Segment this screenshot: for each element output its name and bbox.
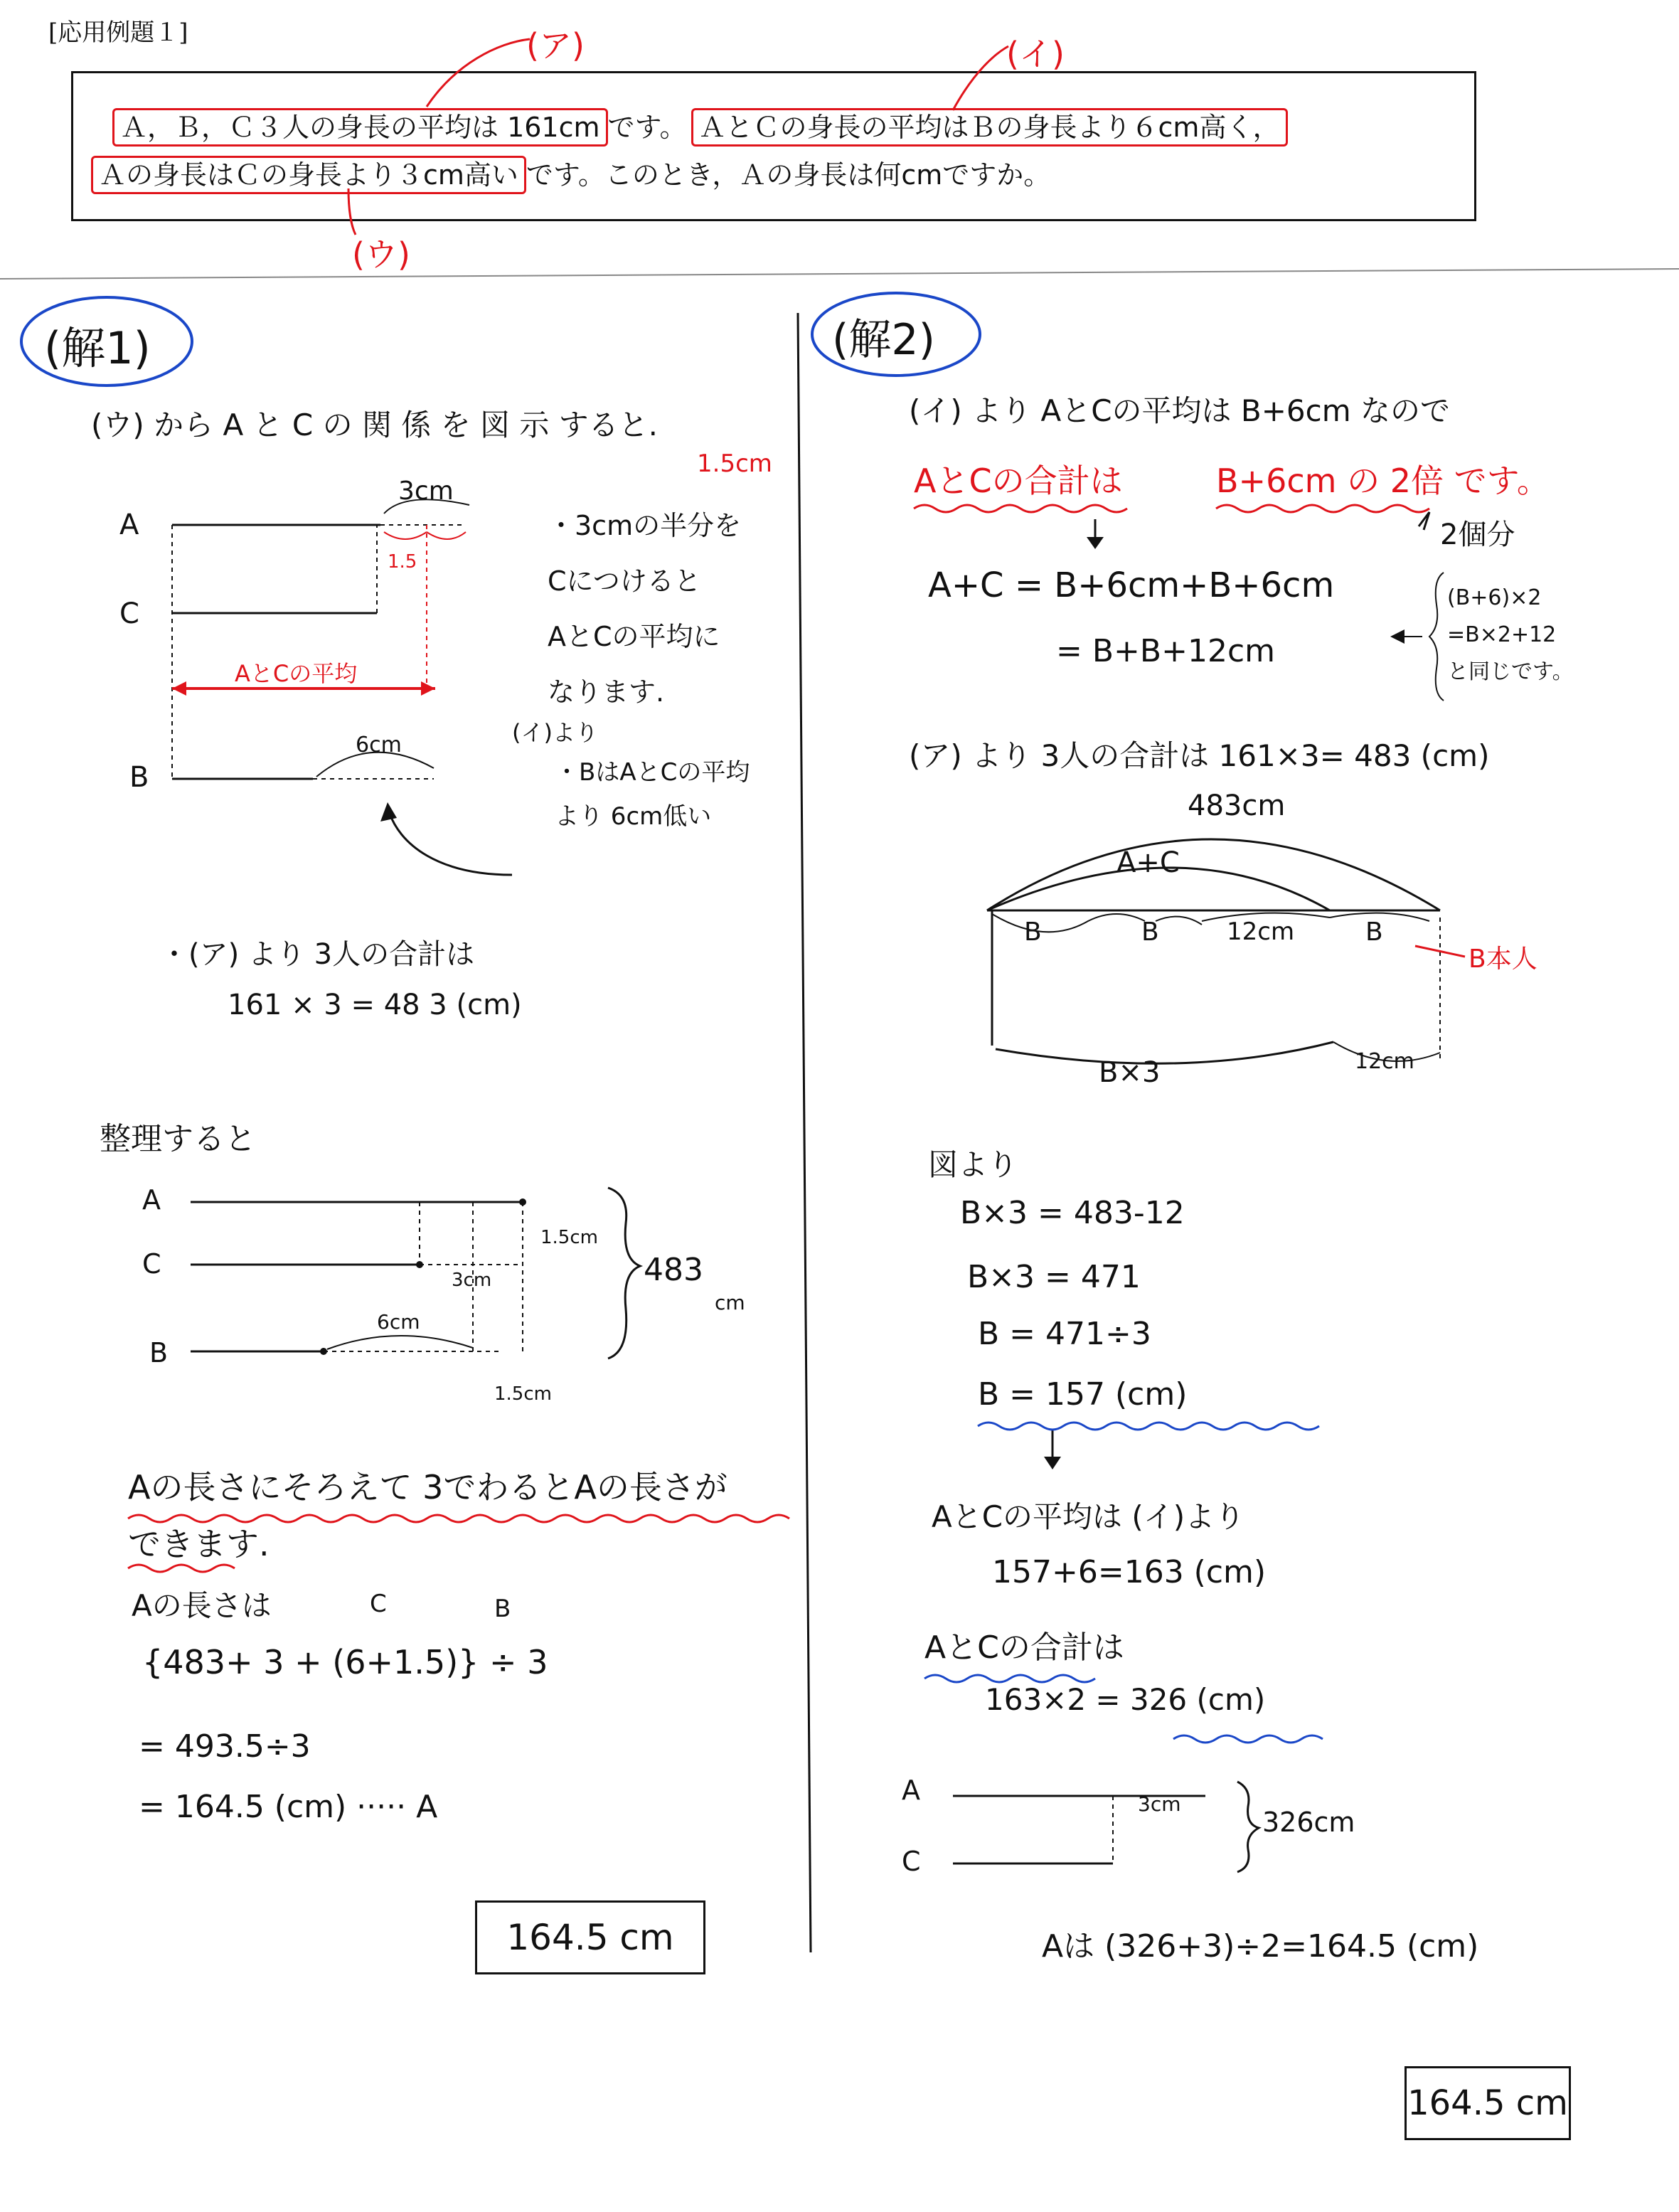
sol1-r-total: 483 xyxy=(644,1252,703,1288)
note-line: AとCの平均に xyxy=(548,621,720,652)
sol1-calc1: {483+ 3 + (6+1.5)} ÷ 3 xyxy=(142,1643,548,1681)
sol1-title: (解1) xyxy=(44,322,151,374)
sol2-final-calc: Aは (326+3)÷2=164.5 (cm) xyxy=(1042,1928,1479,1964)
sol2-answer: 164.5 cm xyxy=(1405,2066,1571,2140)
sol2-eq2: = B+B+12cm xyxy=(1056,633,1275,669)
note-line: Cにつけると xyxy=(548,565,701,597)
sol2-line2-b: B+6cm の 2倍 です。 xyxy=(1216,462,1550,500)
sol2-sum-label: AとCの合計は xyxy=(924,1629,1124,1666)
note-line: ・BはAとCの平均 xyxy=(555,758,750,787)
sol1-tag-c: C xyxy=(370,1590,387,1618)
sol2-c4: B = 157 (cm) xyxy=(978,1376,1188,1413)
sol2-f-3: 3cm xyxy=(1138,1792,1181,1816)
tag-u: (ウ) xyxy=(352,235,410,274)
sol1-dim-15cm-red: 1.5cm xyxy=(697,450,772,478)
sol2-d-bperson: B本人 xyxy=(1469,945,1537,974)
sol1-label-b: B xyxy=(129,761,149,794)
problem-condition-u: Ａの身長はＣの身長より３cm高い xyxy=(91,156,526,194)
sol2-from-fig: 図より xyxy=(928,1147,1018,1182)
sol2-d-total: 483cm xyxy=(1188,789,1286,822)
note-line: =B×2+12 xyxy=(1447,622,1557,647)
sol2-c3: B = 471÷3 xyxy=(978,1316,1151,1352)
sol2-f-total: 326cm xyxy=(1262,1807,1355,1838)
problem-condition-a: Ａ，Ｂ，Ｃ３人の身長の平均は 161cm xyxy=(112,108,608,147)
sol2-eq1: A+C = B+6cm+B+6cm xyxy=(928,565,1335,605)
sol1-row-b: B xyxy=(149,1337,169,1368)
sol1-tag-b: B xyxy=(494,1595,511,1623)
sol1-arrange: 整理すると xyxy=(100,1121,256,1157)
sol1-sum-line: ・(ア) より 3人の合計は xyxy=(160,938,475,971)
sol1-label-c: C xyxy=(119,597,139,630)
note-line: より 6cm低い xyxy=(555,802,712,831)
sol1-avg-label: AとCの平均 xyxy=(235,660,358,687)
tag-a: (ア) xyxy=(526,26,585,65)
sol1-row-c: C xyxy=(142,1248,161,1280)
note-line: (B+6)×2 xyxy=(1447,585,1542,610)
note-line: なります. xyxy=(548,676,665,708)
sol2-avg-calc: 157+6=163 (cm) xyxy=(992,1554,1267,1590)
sol1-calc3: = 164.5 (cm) ····· A xyxy=(139,1789,438,1825)
sol2-d-ac: A+C xyxy=(1116,846,1180,879)
sol1-r-total-unit: cm xyxy=(715,1291,745,1314)
sol1-answer: 164.5 cm xyxy=(475,1900,705,1974)
problem-condition-i: ＡとＣの身長の平均はＢの身長より６cm高く， xyxy=(691,108,1288,147)
note-line: ・3cmの半分を xyxy=(548,510,742,541)
sol1-note2-tag: (イ)より xyxy=(512,719,598,746)
sol1-calc2: = 493.5÷3 xyxy=(139,1728,311,1765)
sol2-d-b2: B xyxy=(1141,918,1159,947)
sol2-d-b3: B xyxy=(1365,918,1383,947)
sol2-line1: (イ) より AとCの平均は B+6cm なので xyxy=(909,393,1450,428)
sol2-d-b1: B xyxy=(1024,918,1042,947)
sol1-dim-6cm: 6cm xyxy=(356,733,402,757)
sol1-explain-1: Aの長さにそろえて 3でわるとAの長さが xyxy=(128,1468,727,1506)
sol1-note2 xyxy=(555,750,750,839)
tag-i: (イ) xyxy=(1006,35,1065,73)
sol1-r-3: 3cm xyxy=(452,1270,492,1291)
sol2-box-note xyxy=(1447,580,1574,691)
sol1-note1 xyxy=(548,498,741,720)
problem-text: です。 xyxy=(607,112,687,143)
sol1-r-15a: 1.5cm xyxy=(540,1227,598,1248)
sol2-note-2x: 2個分 xyxy=(1440,519,1515,551)
sol2-c1: B×3 = 483-12 xyxy=(960,1195,1185,1231)
sol1-intro: (ウ) から A と C の 関 係 を 図 示 すると. xyxy=(91,408,659,442)
sol2-line2-a: AとCの合計は xyxy=(914,462,1123,500)
sol2-f-a: A xyxy=(902,1775,920,1806)
sol1-row-a: A xyxy=(142,1184,161,1216)
note-line: と同じです。 xyxy=(1447,659,1574,684)
sol2-sum-calc: 163×2 = 326 (cm) xyxy=(985,1682,1266,1717)
sol2-avg-line: AとCの平均は (イ)より xyxy=(932,1499,1245,1534)
sol2-title: (解2) xyxy=(832,315,935,365)
sol2-d-12b: 12cm xyxy=(1355,1049,1414,1074)
sol1-sum-calc: 161 × 3 = 48 3 (cm) xyxy=(228,989,522,1021)
sol2-c2: B×3 = 471 xyxy=(967,1259,1141,1295)
sol1-r-6: 6cm xyxy=(377,1310,420,1334)
sol1-dim-15: 1.5 xyxy=(388,551,417,573)
sol1-r-15b: 1.5cm xyxy=(494,1383,552,1405)
sol1-len-label: Aの長さは xyxy=(132,1588,272,1623)
sol1-dim-3cm: 3cm xyxy=(398,477,454,506)
sol1-label-a: A xyxy=(119,509,139,541)
sol2-f-c: C xyxy=(902,1846,921,1877)
sol2-d-b3x: B×3 xyxy=(1099,1056,1161,1089)
header-label: [応用例題１] xyxy=(48,18,188,47)
sol1-explain-2: できます. xyxy=(128,1525,270,1563)
sol2-sum-line: (ア) より 3人の合計は 161×3= 483 (cm) xyxy=(909,738,1490,773)
problem-text: です。このとき，Ａの身長は何cmですか。 xyxy=(526,159,1051,191)
sol2-d-12: 12cm xyxy=(1227,918,1295,946)
